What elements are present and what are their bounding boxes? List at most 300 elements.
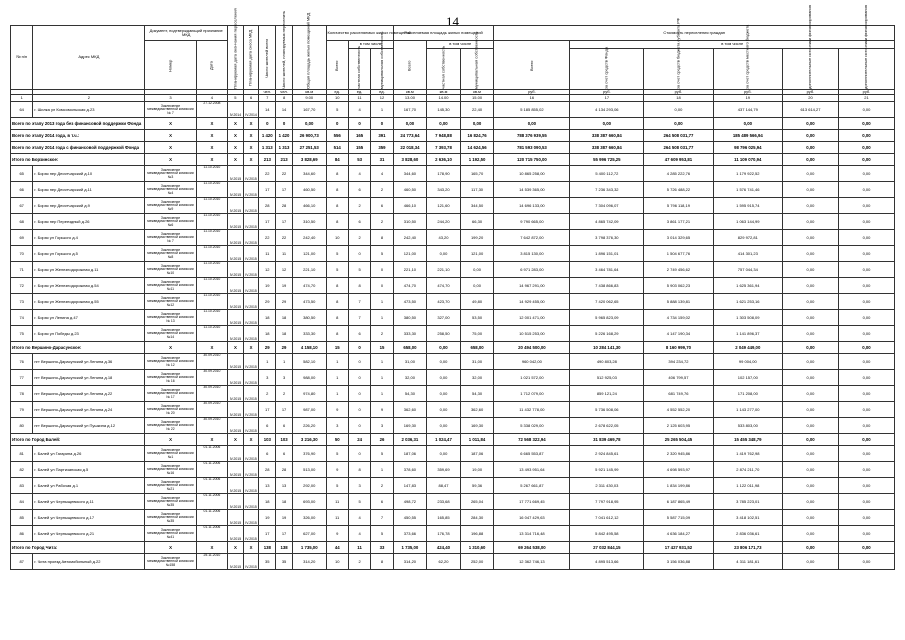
summary-label: Всего по этапу 2013 года без финансовой поддержки Фонда	[11, 118, 145, 130]
cell-c16: 14 929 455,00	[494, 294, 570, 310]
cell-c12: 359	[371, 142, 393, 154]
cell-c13: 54,30	[393, 386, 427, 402]
cell-c8: 6	[276, 446, 293, 462]
cell-c11: 6	[348, 214, 370, 230]
cell-c18: 5 587 715,09	[644, 510, 713, 526]
cell-c7: 213	[259, 154, 276, 166]
row-doc-date: 11.10.2010	[196, 294, 227, 310]
cell-c8: 2	[276, 386, 293, 402]
cell-c15: 1 192,50	[460, 154, 494, 166]
cell-c19: 0,00	[713, 118, 782, 130]
cell-c13: 169,30	[393, 418, 427, 434]
cell-c20: 0,00	[782, 278, 838, 294]
row-plan-end: IV.2015	[228, 182, 244, 198]
cell-c15: 31,00	[460, 354, 494, 370]
cell-c12: 15	[371, 342, 393, 354]
cell-c15: 14 624,56	[460, 142, 494, 154]
col-number-cell-6: 6	[243, 95, 259, 102]
cell-c13: 474,70	[393, 278, 427, 294]
cell-c18: 0,00	[644, 118, 713, 130]
cell-c18: 406 799,57	[644, 370, 713, 386]
cell-c12: 8	[371, 230, 393, 246]
cell-c16: 9 790 665,00	[494, 214, 570, 230]
row-doc-date: 30.09.2010	[196, 418, 227, 434]
row-doc-number: Заключение межведомственной комиссии №3	[145, 166, 196, 182]
cell-c21: 0,00	[838, 494, 894, 510]
cell-c11: 0	[348, 118, 370, 130]
summary-row	[11, 434, 895, 446]
row-doc-number: Заключение межведомственной комиссии №16	[145, 462, 196, 478]
cell-c13: 333,30	[393, 326, 427, 342]
cell-c19: 2 049 449,00	[713, 342, 782, 354]
cell-c17: 27 032 844,15	[570, 542, 644, 554]
unit-cell-19: руб.	[713, 90, 782, 95]
row-address: г. Борзя ул Победы д.23	[33, 326, 145, 342]
row-number: 80	[11, 418, 33, 434]
cell-c13: 450,55	[393, 510, 427, 526]
row-plan-end: IV.2015	[228, 214, 244, 230]
cell-c20: 0,00	[782, 494, 838, 510]
cell-c18: 17 427 931,52	[644, 542, 713, 554]
summary-row	[11, 130, 895, 142]
row-doc-number: Заключение межведомственной комиссии № 7	[145, 102, 196, 118]
cell-c21: 0,00	[838, 294, 894, 310]
cell-c10: 8	[326, 166, 348, 182]
cell-c20: 0,00	[782, 542, 838, 554]
cell-c7: 22	[259, 230, 276, 246]
cell-c13: 373,66	[393, 526, 427, 542]
cell-c14: 359,69	[427, 462, 461, 478]
row-doc-number: Заключение межведомственной комиссии № 16	[145, 370, 196, 386]
row-doc-date: 27.12.2008	[196, 102, 227, 118]
unit-cell-7: чел.	[259, 90, 276, 95]
row-number: 64	[11, 102, 33, 118]
cell-c21: 0,00	[838, 554, 894, 570]
summary-row	[11, 342, 895, 354]
cell-c8: 17	[276, 402, 293, 418]
cell-c20: 0,00	[782, 342, 838, 354]
cell-c10: 44	[326, 542, 348, 554]
cell-c12: 0	[371, 278, 393, 294]
cell-c17: 55 996 725,25	[570, 154, 644, 166]
row-number: 85	[11, 510, 33, 526]
cell-c7: 14	[259, 102, 276, 118]
cell-c19: 437 144,79	[713, 102, 782, 118]
cell-c12: 2	[371, 182, 393, 198]
cell-c10: 9	[326, 402, 348, 418]
cell-c15: 53,50	[460, 310, 494, 326]
row-doc-date: 01.11.2006	[196, 478, 227, 494]
row-doc-number: Заключение межведомственной комиссии №6	[145, 214, 196, 230]
cell-c19: 98 796 025,94	[713, 142, 782, 154]
row-plan-demolish: IV.2015	[243, 418, 259, 434]
cell-c18: 5 796 118,19	[644, 198, 713, 214]
row-doc-number: Заключение межведомственной комиссии №4	[145, 182, 196, 198]
summary-plan-demolish: X	[243, 142, 259, 154]
cell-c9: 474,70	[292, 278, 326, 294]
cell-c11: 11	[348, 542, 370, 554]
cell-c18: 1 504 677,76	[644, 246, 713, 262]
cell-c16: 16 047 429,63	[494, 510, 570, 526]
cell-c18: 3 156 036,88	[644, 554, 713, 570]
summary-doc-number: X	[145, 342, 196, 354]
col-number-cell-14: 14.00	[427, 95, 461, 102]
table-row	[11, 446, 895, 462]
summary-plan-end: X	[228, 542, 244, 554]
cell-c15: 66,30	[460, 214, 494, 230]
cell-c20: 0,00	[782, 294, 838, 310]
cell-c10: 15	[326, 342, 348, 354]
summary-row	[11, 118, 895, 130]
cell-c19: 3 418 102,51	[713, 510, 782, 526]
cell-c10: 8	[326, 310, 348, 326]
cell-c21: 0,00	[838, 214, 894, 230]
col-area-total: Общая площадь жилых помещений МКД	[292, 26, 326, 90]
row-plan-demolish: IV.2015	[243, 262, 259, 278]
cell-c7: 12	[259, 262, 276, 278]
col-plan-end: Планируемая дата окончания переселения	[228, 26, 244, 90]
cell-c15: 265,04	[460, 494, 494, 510]
row-address: г. Борзя пер Десятчарский д.11	[33, 182, 145, 198]
cell-c10: 10	[326, 554, 348, 570]
cell-c12: 5	[371, 446, 393, 462]
cell-c9: 310,50	[292, 214, 326, 230]
cell-c14: 2 636,10	[427, 154, 461, 166]
cell-c16: 17 771 669,45	[494, 494, 570, 510]
cell-c20: 0,00	[782, 510, 838, 526]
row-plan-end: IV.2015	[228, 310, 244, 326]
row-plan-end: IV.2015	[228, 418, 244, 434]
col-number-cell-10: 10	[326, 95, 348, 102]
row-address: г. Шилка ул Комсомольская д.23	[33, 102, 145, 118]
cell-c11: 2	[348, 198, 370, 214]
cell-c13: 187,06	[393, 446, 427, 462]
row-doc-number: Заключение межведомственной комиссии №8	[145, 246, 196, 262]
cell-c9: 513,00	[292, 462, 326, 478]
row-plan-demolish: IV.2015	[243, 370, 259, 386]
cell-c21: 0,00	[838, 166, 894, 182]
cell-c18: 4 552 552,20	[644, 402, 713, 418]
row-doc-date: 11.10.2010	[196, 166, 227, 182]
cell-c15: 344,50	[460, 198, 494, 214]
cell-c14: 0,00	[427, 386, 461, 402]
summary-plan-end: X	[228, 130, 244, 142]
row-number: 66	[11, 182, 33, 198]
row-doc-number: Заключение межведомственной комиссии №35	[145, 494, 196, 510]
cell-c20: 0,00	[782, 198, 838, 214]
summary-label: Всего по этапу 2014 года с финансовой поддержкой Фонда	[11, 142, 145, 154]
row-doc-date: 11.10.2010	[196, 230, 227, 246]
cell-c15: 75,00	[460, 326, 494, 342]
cell-c13: 0,00	[393, 118, 427, 130]
row-number: 68	[11, 214, 33, 230]
cell-c11: 6	[348, 182, 370, 198]
cell-c18: 4 636 184,27	[644, 526, 713, 542]
cell-c8: 22	[276, 166, 293, 182]
cell-c8: 213	[276, 154, 293, 166]
cell-c15: 252,00	[460, 554, 494, 570]
cell-c8: 19	[276, 510, 293, 526]
row-address: г. Борзя ул Железнодорожная д.54	[33, 278, 145, 294]
cell-c12: 2	[371, 326, 393, 342]
cell-c14: 145,30	[427, 102, 461, 118]
cell-c7: 29	[259, 294, 276, 310]
col-number-cell-3: 3	[145, 95, 196, 102]
table-row	[11, 554, 895, 570]
cell-c19: 1 063 144,99	[713, 214, 782, 230]
row-plan-end: IV.2015	[228, 326, 244, 342]
cell-c21: 0,00	[838, 526, 894, 542]
row-plan-end: IV.2015	[228, 354, 244, 370]
cell-c17: 2 924 845,61	[570, 446, 644, 462]
cell-c7: 1 313	[259, 142, 276, 154]
col-number-cell-16: 16	[494, 95, 570, 102]
row-doc-date: 11.10.2010	[196, 278, 227, 294]
cell-c7: 28	[259, 198, 276, 214]
cell-c11: 7	[348, 310, 370, 326]
cell-c11: 8	[348, 462, 370, 478]
cell-c11: 0	[348, 446, 370, 462]
cell-c15: 362,60	[460, 402, 494, 418]
cell-c20: 0,00	[782, 154, 838, 166]
summary-doc-date: X	[196, 130, 227, 142]
cell-c21: 0,00	[838, 462, 894, 478]
cell-c16: 10 865 258,00	[494, 166, 570, 182]
cell-c14: 424,40	[427, 542, 461, 554]
cell-c18: 5 888 139,81	[644, 294, 713, 310]
cell-c7: 17	[259, 214, 276, 230]
row-doc-number: Заключение межведомственной комиссии №14	[145, 326, 196, 342]
cell-c14: 165,85	[427, 510, 461, 526]
cell-c14: 221,10	[427, 262, 461, 278]
cell-c14: 176,78	[427, 526, 461, 542]
cell-c19: 11 109 070,94	[713, 154, 782, 166]
cell-c20: 0,00	[782, 182, 838, 198]
cell-c18: 264 508 031,77	[644, 130, 713, 142]
cell-c12: 1	[371, 386, 393, 402]
cell-c13: 380,50	[393, 310, 427, 326]
cell-c14: 0,00	[427, 402, 461, 418]
row-doc-number: Заключение межведомственной комиссии №21	[145, 478, 196, 494]
cell-c13: 1 735,00	[393, 542, 427, 554]
summary-plan-end: X	[228, 154, 244, 166]
row-plan-demolish: IV.2014	[243, 102, 259, 118]
cell-c17: 1 896 151,01	[570, 246, 644, 262]
summary-row	[11, 142, 895, 154]
cost-sub: в том числе	[570, 41, 895, 49]
row-doc-date: 11.10.2010	[196, 246, 227, 262]
summary-plan-demolish: X	[243, 130, 259, 142]
cell-c10: 8	[326, 278, 348, 294]
cell-c7: 19	[259, 278, 276, 294]
cell-c9: 314,20	[292, 554, 326, 570]
row-address: г. Борзя пер Переездный д.26	[33, 214, 145, 230]
cell-c14: 121,60	[427, 198, 461, 214]
cell-c16: 3 815 130,00	[494, 246, 570, 262]
row-number: 76	[11, 354, 33, 370]
cell-c20: 0,00	[782, 310, 838, 326]
cell-c13: 2 036,31	[393, 434, 427, 446]
row-address: пгт Вершино-Дарасунский ул Ленина д.18	[33, 370, 145, 386]
cell-c11: 24	[348, 434, 370, 446]
row-plan-demolish: IV.2015	[243, 230, 259, 246]
cell-c16: 6 971 283,00	[494, 262, 570, 278]
cell-c19: 1 179 922,52	[713, 166, 782, 182]
cell-c9: 242,40	[292, 230, 326, 246]
cell-c11: 4	[348, 526, 370, 542]
col-doc-number: Номер	[145, 41, 196, 90]
cell-c9: 974,80	[292, 386, 326, 402]
cell-c13: 242,40	[393, 230, 427, 246]
row-address: г. Балей ул Рабочая д.1	[33, 478, 145, 494]
cell-c7: 18	[259, 494, 276, 510]
cell-c12: 2	[371, 478, 393, 494]
col-number-cell-9: 9.00	[292, 95, 326, 102]
cell-c21: 0,00	[838, 478, 894, 494]
cell-c9: 167,70	[292, 102, 326, 118]
cell-c7: 103	[259, 434, 276, 446]
cell-c13: 460,50	[393, 182, 427, 198]
cell-c9: 4 158,10	[292, 342, 326, 354]
cell-c19: 99 004,00	[713, 354, 782, 370]
cell-c17: 4 895 513,66	[570, 554, 644, 570]
row-plan-demolish: IV.2015	[243, 446, 259, 462]
cell-c10: 8	[326, 214, 348, 230]
cell-c13: 344,60	[393, 166, 427, 182]
summary-label: Итого по Борзинское:	[11, 154, 145, 166]
cell-c15: 59,36	[460, 478, 494, 494]
summary-plan-demolish: X	[243, 434, 259, 446]
cell-c7: 1 420	[259, 130, 276, 142]
row-plan-demolish: IV.2015	[243, 354, 259, 370]
col-cost-total: Всего	[494, 41, 570, 90]
cell-c10: 8	[326, 198, 348, 214]
cell-c14: 0,00	[427, 246, 461, 262]
row-plan-demolish: IV.2015	[243, 310, 259, 326]
cell-c17: 7 438 866,83	[570, 278, 644, 294]
row-address: г. Борзя ул Железнодорожная д.11	[33, 262, 145, 278]
summary-doc-date: X	[196, 542, 227, 554]
page-number: 14	[446, 14, 459, 29]
cell-c21: 0,00	[838, 402, 894, 418]
area-sub: в том числе	[427, 41, 494, 49]
row-number: 84	[11, 494, 33, 510]
row-plan-demolish: IV.2015	[243, 526, 259, 542]
row-address: пгт Вершино-Дарасунский ул Пушкина д.12	[33, 418, 145, 434]
row-plan-end: IV.2015	[228, 494, 244, 510]
cell-c18: 3 014 329,65	[644, 230, 713, 246]
unit-cell-16: руб.	[494, 90, 570, 95]
cell-c21: 0,00	[838, 130, 894, 142]
cell-c11: 7	[348, 294, 370, 310]
cell-c10: 9	[326, 526, 348, 542]
row-address: г. Борзя пер Десятчарский д.9	[33, 198, 145, 214]
cell-c17: 7 420 062,65	[570, 294, 644, 310]
cell-c19: 1 595 915,74	[713, 198, 782, 214]
table-row	[11, 386, 895, 402]
cell-c12: 33	[371, 542, 393, 554]
cell-c15: 32,00	[460, 370, 494, 386]
cell-c11: 2	[348, 230, 370, 246]
row-plan-end: IV.2014	[228, 102, 244, 118]
cell-c15: 169,30	[460, 418, 494, 434]
cell-c15: 284,30	[460, 510, 494, 526]
row-doc-date: 01.11.2006	[196, 494, 227, 510]
cell-c8: 6	[276, 418, 293, 434]
row-plan-end: IV.2015	[228, 294, 244, 310]
cell-c20: 0,00	[782, 478, 838, 494]
cell-c18: 264 508 031,77	[644, 142, 713, 154]
cell-c10: 8	[326, 294, 348, 310]
row-doc-date: 11.10.2010	[196, 198, 227, 214]
row-address: г. Чита проезд Автомобильный д.22	[33, 554, 145, 570]
cell-c20: 0,00	[782, 230, 838, 246]
cell-c14: 7 393,78	[427, 142, 461, 154]
row-address: г. Балей ул Черныщевского д.11	[33, 494, 145, 510]
cell-c11: 5	[348, 494, 370, 510]
cell-c12: 0	[371, 118, 393, 130]
cell-c20: 0,00	[782, 554, 838, 570]
unit-cell-8: чел.	[276, 90, 293, 95]
cell-c8: 18	[276, 494, 293, 510]
cell-c18: 4 698 593,97	[644, 462, 713, 478]
cell-c19: 757 044,34	[713, 262, 782, 278]
cell-c16: 10 515 253,00	[494, 326, 570, 342]
col-doc-group: Документ, подтверждающий признание МКД	[145, 26, 228, 41]
cell-c12: 1	[371, 294, 393, 310]
cell-c12: 1	[371, 102, 393, 118]
row-address: г. Борзя ул Горького д.4	[33, 230, 145, 246]
cell-c9: 380,50	[292, 310, 326, 326]
cell-c17: 859 121,24	[570, 386, 644, 402]
summary-doc-date: X	[196, 154, 227, 166]
table-row	[11, 418, 895, 434]
cell-c17: 3 464 781,64	[570, 262, 644, 278]
col-residents-planned: Число жителей, планируемых переселить	[276, 26, 293, 90]
row-doc-number: Заключение межведомственной комиссии № 17	[145, 386, 196, 402]
summary-doc-date: X	[196, 142, 227, 154]
cell-c14: 343,20	[427, 182, 461, 198]
col-number-cell-19: 19	[713, 95, 782, 102]
cell-c10: 10	[326, 230, 348, 246]
unit-cell-20: руб.	[782, 90, 838, 95]
cell-c9: 988,00	[292, 370, 326, 386]
row-plan-demolish: IV.2015	[243, 294, 259, 310]
cell-c17: 3 798 376,30	[570, 230, 644, 246]
cell-c20: 0,00	[782, 418, 838, 434]
col-number-cell-12: 12	[371, 95, 393, 102]
cell-c8: 1 313	[276, 142, 293, 154]
cell-c19: 1 303 508,09	[713, 310, 782, 326]
cell-c8: 138	[276, 542, 293, 554]
row-doc-date: 25.11.2010	[196, 554, 227, 570]
cell-c19: 102 157,00	[713, 370, 782, 386]
cell-c14: 327,00	[427, 310, 461, 326]
cell-c18: 3 861 177,21	[644, 214, 713, 230]
table-row	[11, 182, 895, 198]
row-number: 73	[11, 294, 33, 310]
cell-c10: 0	[326, 118, 348, 130]
cell-c9: 326,00	[292, 510, 326, 526]
cell-c18: 0,00	[644, 102, 713, 118]
cell-c17: 5 965 823,09	[570, 310, 644, 326]
cell-c21: 0,00	[838, 310, 894, 326]
cell-c14: 88,47	[427, 478, 461, 494]
cell-c12: 0	[371, 262, 393, 278]
cell-c20: 613 614,27	[782, 102, 838, 118]
cell-c13: 147,83	[393, 478, 427, 494]
cell-c13: 498,72	[393, 494, 427, 510]
